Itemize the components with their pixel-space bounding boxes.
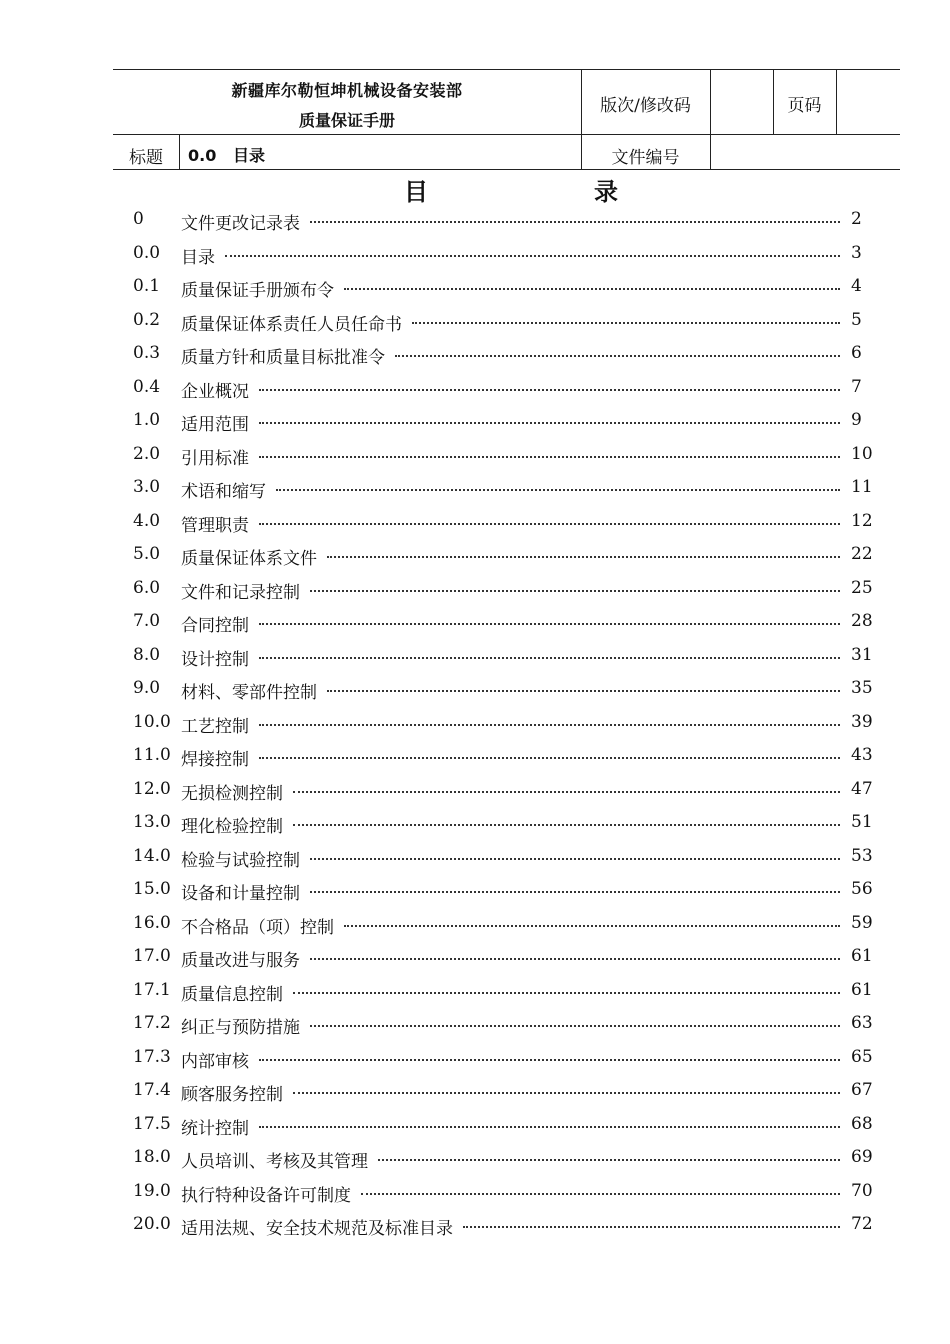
toc-entry-number: 2.0 <box>133 443 161 464</box>
toc-entry[interactable] <box>133 373 878 407</box>
toc-entry-title: 管理职责 <box>181 515 249 536</box>
toc-entry[interactable] <box>133 306 878 340</box>
toc-entry-page: 53 <box>851 845 873 866</box>
toc-entry-number: 15.0 <box>133 879 171 899</box>
toc-leader-dots <box>259 1126 840 1128</box>
toc-entry-number: 17.1 <box>133 979 171 1000</box>
toc-entry-page: 10 <box>851 443 873 464</box>
toc-entry-number: 16.0 <box>133 912 171 933</box>
toc-leader-dots <box>259 389 840 391</box>
toc-entry[interactable] <box>133 239 878 273</box>
toc-entry-page: 68 <box>851 1113 873 1134</box>
toc-entry-page: 65 <box>851 1046 873 1067</box>
toc-entry-number: 9.0 <box>133 678 161 698</box>
header-middle-rule <box>113 134 900 135</box>
toc-leader-dots <box>463 1226 840 1228</box>
toc-leader-dots <box>293 824 840 826</box>
toc-entry[interactable] <box>133 674 878 708</box>
toc-entry-page: 67 <box>851 1080 873 1100</box>
header-bottom-rule <box>113 169 900 170</box>
toc-entry-number: 0.0 <box>133 242 161 263</box>
toc-entry-title: 设计控制 <box>181 649 249 670</box>
toc-entry-number: 14.0 <box>133 845 171 866</box>
toc-entry[interactable] <box>133 574 878 608</box>
toc-entry-title: 适用法规、安全技术规范及标准目录 <box>181 1219 453 1239</box>
toc-entry-title: 文件和记录控制 <box>181 582 300 603</box>
toc-leader-dots <box>310 1025 840 1027</box>
toc-entry-number: 10.0 <box>133 711 171 732</box>
toc-leader-dots <box>225 255 840 257</box>
toc-leader-dots <box>259 523 840 525</box>
toc-entry-title: 理化检验控制 <box>181 817 283 837</box>
toc-heading-part: 录 <box>594 178 618 206</box>
toc-entry-page: 31 <box>851 644 873 665</box>
toc-leader-dots <box>310 958 840 960</box>
toc-entry[interactable] <box>133 540 878 574</box>
toc-entry-number: 17.0 <box>133 946 171 966</box>
toc-entry-page: 5 <box>851 309 862 330</box>
toc-leader-dots <box>310 858 840 860</box>
toc-entry-page: 4 <box>851 276 862 296</box>
toc-entry-number: 1.0 <box>133 410 161 430</box>
toc-entry-title: 人员培训、考核及其管理 <box>181 1152 368 1172</box>
toc-entry-page: 59 <box>851 912 873 933</box>
toc-entry-number: 0.1 <box>133 276 161 296</box>
toc-entry[interactable] <box>133 507 878 541</box>
toc-list <box>133 205 878 1244</box>
document-number-label: 文件编号 <box>611 148 680 168</box>
toc-entry-number: 18.0 <box>133 1147 171 1167</box>
page-number-label: 页码 <box>787 96 822 116</box>
toc-entry[interactable] <box>133 775 878 809</box>
toc-entry[interactable] <box>133 607 878 641</box>
toc-entry-number: 17.4 <box>133 1080 171 1100</box>
toc-entry[interactable] <box>133 1210 878 1244</box>
toc-entry-title: 纠正与预防措施 <box>181 1018 300 1038</box>
toc-leader-dots <box>344 925 840 927</box>
toc-leader-dots <box>395 355 840 357</box>
toc-entry-title: 引用标准 <box>181 448 249 469</box>
toc-entry[interactable] <box>133 1143 878 1177</box>
toc-entry-title: 目录 <box>181 247 215 268</box>
toc-entry-number: 0.2 <box>133 309 161 330</box>
toc-entry-number: 8.0 <box>133 644 161 665</box>
toc-entry[interactable] <box>133 339 878 373</box>
toc-entry[interactable] <box>133 272 878 306</box>
toc-entry[interactable] <box>133 1043 878 1077</box>
toc-entry-title: 适用范围 <box>181 415 249 435</box>
toc-entry-title: 质量信息控制 <box>181 984 283 1005</box>
toc-leader-dots <box>327 690 840 692</box>
document-header <box>113 69 900 170</box>
toc-entry-number: 4.0 <box>133 510 161 531</box>
toc-entry-number: 0.4 <box>133 376 161 397</box>
toc-entry[interactable] <box>133 641 878 675</box>
toc-entry[interactable] <box>133 942 878 976</box>
toc-entry-page: 43 <box>851 745 873 765</box>
toc-leader-dots <box>276 489 840 491</box>
toc-entry-title: 质量方针和质量目标批准令 <box>181 348 385 368</box>
toc-entry-page: 9 <box>851 410 862 430</box>
toc-entry-title: 执行特种设备许可制度 <box>181 1185 351 1206</box>
toc-leader-dots <box>293 791 840 793</box>
toc-leader-dots <box>310 221 840 223</box>
title-label: 标题 <box>129 148 163 168</box>
toc-entry-page: 2 <box>851 209 862 229</box>
toc-entry[interactable] <box>133 875 878 909</box>
toc-entry[interactable] <box>133 842 878 876</box>
toc-entry-number: 20.0 <box>133 1214 171 1234</box>
toc-entry-page: 28 <box>851 611 873 631</box>
toc-entry-page: 51 <box>851 812 873 832</box>
toc-entry[interactable] <box>133 909 878 943</box>
toc-leader-dots <box>259 623 840 625</box>
toc-entry-title: 企业概况 <box>181 381 249 402</box>
toc-leader-dots <box>412 322 840 324</box>
toc-entry-number: 6.0 <box>133 577 161 598</box>
toc-entry-title: 质量保证手册颁布令 <box>181 281 334 301</box>
toc-entry-title: 术语和缩写 <box>181 482 266 502</box>
toc-entry-title: 检验与试验控制 <box>181 850 300 871</box>
toc-entry-page: 56 <box>851 879 873 899</box>
toc-entry-number: 17.5 <box>133 1113 171 1134</box>
toc-entry-title: 无损检测控制 <box>181 783 283 804</box>
toc-entry[interactable] <box>133 1110 878 1144</box>
toc-entry-number: 13.0 <box>133 812 171 832</box>
toc-entry-title: 质量保证体系文件 <box>181 549 317 569</box>
toc-entry-number: 0.3 <box>133 343 161 363</box>
toc-entry-number: 17.3 <box>133 1046 171 1067</box>
toc-leader-dots <box>259 757 840 759</box>
toc-entry-page: 39 <box>851 711 873 732</box>
toc-entry-page: 61 <box>851 946 873 966</box>
toc-leader-dots <box>310 590 840 592</box>
toc-entry-number: 19.0 <box>133 1180 171 1201</box>
toc-entry[interactable] <box>133 708 878 742</box>
toc-leader-dots <box>293 1092 840 1094</box>
toc-heading <box>0 172 950 208</box>
toc-leader-dots <box>259 657 840 659</box>
toc-entry-page: 3 <box>851 242 862 263</box>
toc-heading-part: 目 <box>404 178 428 206</box>
toc-entry[interactable] <box>133 205 878 239</box>
toc-leader-dots <box>293 992 840 994</box>
toc-entry-number: 11.0 <box>133 745 171 765</box>
toc-entry-page: 25 <box>851 577 873 598</box>
organization-name: 新疆库尔勒恒坤机械设备安装部 <box>231 81 463 100</box>
toc-entry[interactable] <box>133 473 878 507</box>
toc-entry-title: 质量保证体系责任人员任命书 <box>181 314 402 335</box>
toc-entry[interactable] <box>133 406 878 440</box>
toc-entry-number: 12.0 <box>133 778 171 799</box>
toc-entry-page: 63 <box>851 1013 873 1033</box>
toc-entry-page: 11 <box>851 477 873 497</box>
toc-entry-page: 12 <box>851 510 873 531</box>
toc-entry-number: 5.0 <box>133 544 161 564</box>
manual-name: 质量保证手册 <box>298 111 395 130</box>
toc-entry-title: 材料、零部件控制 <box>181 683 317 703</box>
toc-leader-dots <box>344 288 840 290</box>
toc-leader-dots <box>378 1159 840 1161</box>
toc-entry-title: 设备和计量控制 <box>181 884 300 904</box>
title-value: 0.0 目录 <box>188 146 266 165</box>
toc-entry-page: 70 <box>851 1180 873 1201</box>
toc-entry[interactable] <box>133 976 878 1010</box>
toc-entry-page: 7 <box>851 376 862 397</box>
toc-entry-page: 47 <box>851 778 873 799</box>
toc-entry-number: 17.2 <box>133 1013 171 1033</box>
toc-leader-dots <box>259 1059 840 1061</box>
toc-entry-page: 22 <box>851 544 873 564</box>
toc-entry-page: 35 <box>851 678 873 698</box>
toc-leader-dots <box>361 1193 840 1195</box>
toc-leader-dots <box>259 422 840 424</box>
toc-entry-title: 内部审核 <box>181 1051 249 1072</box>
toc-entry-number: 0 <box>133 209 144 229</box>
toc-entry-number: 7.0 <box>133 611 161 631</box>
toc-entry-page: 69 <box>851 1147 873 1167</box>
toc-entry-title: 文件更改记录表 <box>181 214 300 234</box>
toc-entry-page: 72 <box>851 1214 873 1234</box>
toc-leader-dots <box>259 724 840 726</box>
version-label: 版次/修改码 <box>600 96 691 116</box>
toc-leader-dots <box>259 456 840 458</box>
toc-entry-title: 顾客服务控制 <box>181 1085 283 1105</box>
toc-entry-title: 质量改进与服务 <box>181 951 300 971</box>
toc-entry-page: 6 <box>851 343 862 363</box>
header-divider <box>836 69 837 134</box>
header-divider <box>710 69 711 169</box>
header-top-rule <box>113 69 900 70</box>
toc-entry-title: 工艺控制 <box>181 716 249 737</box>
toc-entry[interactable] <box>133 1009 878 1043</box>
toc-leader-dots <box>310 891 840 893</box>
toc-entry[interactable] <box>133 440 878 474</box>
toc-entry[interactable] <box>133 1177 878 1211</box>
toc-entry-page: 61 <box>851 979 873 1000</box>
toc-entry-title: 不合格品（项）控制 <box>181 917 334 938</box>
toc-entry-number: 3.0 <box>133 477 161 497</box>
toc-leader-dots <box>327 556 840 558</box>
toc-entry[interactable] <box>133 808 878 842</box>
header-divider <box>179 134 180 169</box>
toc-entry[interactable] <box>133 741 878 775</box>
toc-entry-title: 统计控制 <box>181 1118 249 1139</box>
toc-entry[interactable] <box>133 1076 878 1110</box>
toc-entry-title: 合同控制 <box>181 616 249 636</box>
toc-entry-title: 焊接控制 <box>181 750 249 770</box>
